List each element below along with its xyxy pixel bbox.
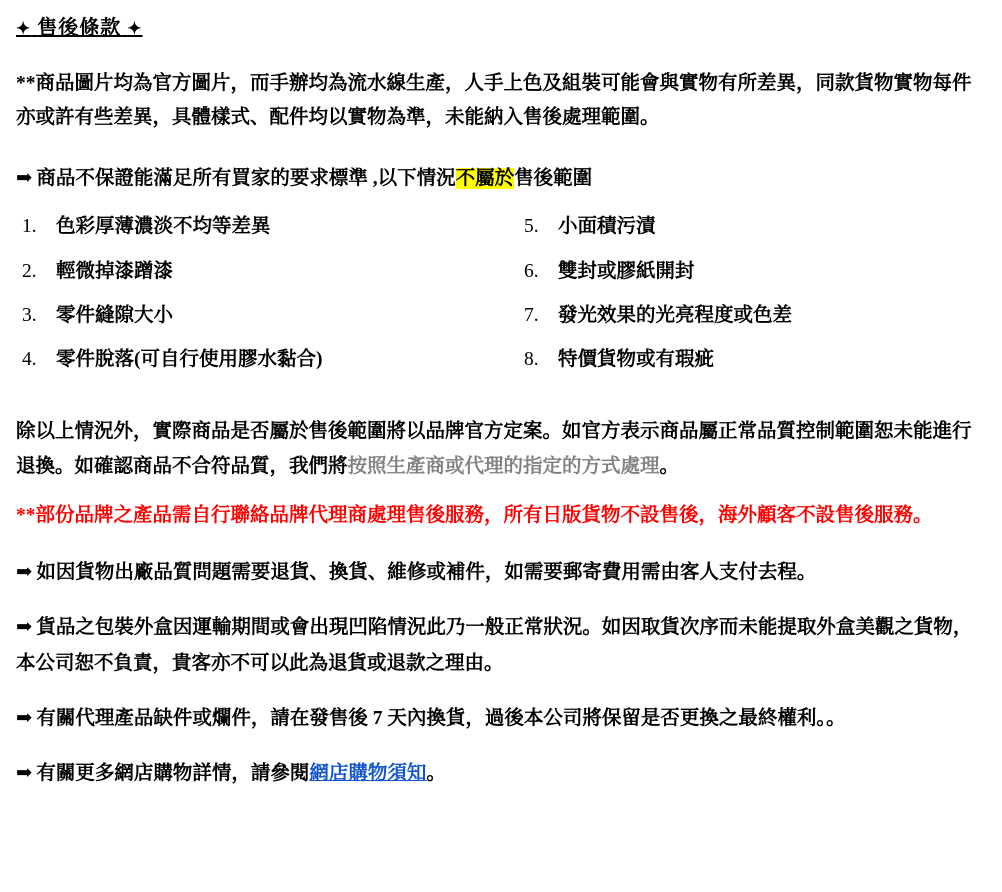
list-item-label: 小面積污漬 <box>558 216 656 238</box>
arrow-icon: ➡ <box>16 617 33 639</box>
exclusion-list-left <box>22 211 504 388</box>
list-item-number: 8. <box>524 348 539 370</box>
list-item-number: 2. <box>22 260 37 282</box>
policy-part2: 。 <box>659 456 680 478</box>
policy-part1: 除以上情況外，實際商品是否屬於售後範圍將以品牌官方定案。如官方表示商品屬正常品質控制範圍恕未能進行退換。如確認商品不合符品質，我們將 <box>16 421 972 478</box>
exclusion-notice-after: 售後範圍 <box>514 168 593 190</box>
more-info-before: 有關更多網店購物詳情，請參閱 <box>36 762 310 784</box>
list-item-number: 6. <box>524 260 539 282</box>
page-title-text: 售後條款 <box>37 17 122 39</box>
page-title <box>16 12 986 45</box>
list-item-number: 5. <box>524 216 539 238</box>
list-item <box>22 344 504 376</box>
list-item <box>524 256 986 288</box>
list-item <box>524 300 986 332</box>
star-icon-right: ✦ <box>127 19 143 38</box>
exclusion-list-right <box>504 211 986 388</box>
bullet-text: 如因貨物出廠品質問題需要退貨、換貨、維修或補件，如需要郵寄費用需由客人支付去程。 <box>36 562 817 584</box>
bullet-shipping-fee <box>16 555 986 590</box>
list-item-label: 零件縫隙大小 <box>56 304 174 326</box>
bullet-text: 有關代理產品缺件或爛件，請在發售後 7 天內換貨，過後本公司將保留是否更換之最終權利。。 <box>36 707 846 729</box>
list-item-label: 特價貨物或有瑕疵 <box>558 348 715 370</box>
list-item <box>22 256 504 288</box>
arrow-icon: ➡ <box>16 707 33 729</box>
list-item-label: 零件脫落(可自行使用膠水黏合) <box>56 348 323 370</box>
list-item-number: 3. <box>22 304 37 326</box>
bullet-packaging <box>16 610 986 680</box>
list-item-label: 雙封或膠紙開封 <box>558 260 695 282</box>
list-item-number: 4. <box>22 348 37 370</box>
exclusion-notice-highlight: 不屬於 <box>455 168 515 190</box>
bullet-more-info <box>16 756 986 791</box>
shopping-guide-link[interactable]: 網店購物須知 <box>309 762 427 784</box>
bullet-text: 貨品之包裝外盒因運輸期間或會出現凹陷情況此乃一般正常狀況。如因取貨次序而未能提取外盒美觀之貨物，本公司恕不負責，貴客亦不可以此為退貨或退款之理由。 <box>16 617 973 674</box>
exclusion-notice-before: 商品不保證能滿足所有買家的要求標準 ,以下情況 <box>36 168 456 190</box>
bullet-missing-parts <box>16 701 986 736</box>
policy-gray-text: 按照生產商或代理的指定的方式處理 <box>347 456 660 478</box>
intro-paragraph: **商品圖片均為官方圖片，而手辦均為流水線生產，人手上色及組裝可能會與實物有所差異，同款貨物實物每件亦或許有些差異，具體樣式、配件均以實物為準，未能納入售後處理範圍。 <box>16 73 972 129</box>
more-info-after: 。 <box>426 762 446 784</box>
policy-paragraph <box>16 414 986 484</box>
list-item <box>524 344 986 376</box>
exclusion-notice <box>16 163 986 195</box>
list-item-number: 7. <box>524 304 539 326</box>
list-item-label: 色彩厚薄濃淡不均等差異 <box>56 216 271 238</box>
star-icon-left: ✦ <box>16 19 32 38</box>
arrow-icon: ➡ <box>16 562 33 584</box>
arrow-icon: ➡ <box>16 762 33 784</box>
list-item <box>524 211 986 243</box>
list-item <box>22 211 504 243</box>
list-item-number: 1. <box>22 216 37 238</box>
list-item-label: 發光效果的光亮程度或色差 <box>558 304 793 326</box>
arrow-icon: ➡ <box>16 168 33 190</box>
list-item <box>22 300 504 332</box>
red-notice-paragraph: **部份品牌之產品需自行聯絡品牌代理商處理售後服務，所有日版貨物不設售後，海外顧客不設售後服務。 <box>16 505 933 527</box>
exclusion-lists <box>16 211 986 388</box>
list-item-label: 輕微掉漆蹭漆 <box>56 260 174 282</box>
